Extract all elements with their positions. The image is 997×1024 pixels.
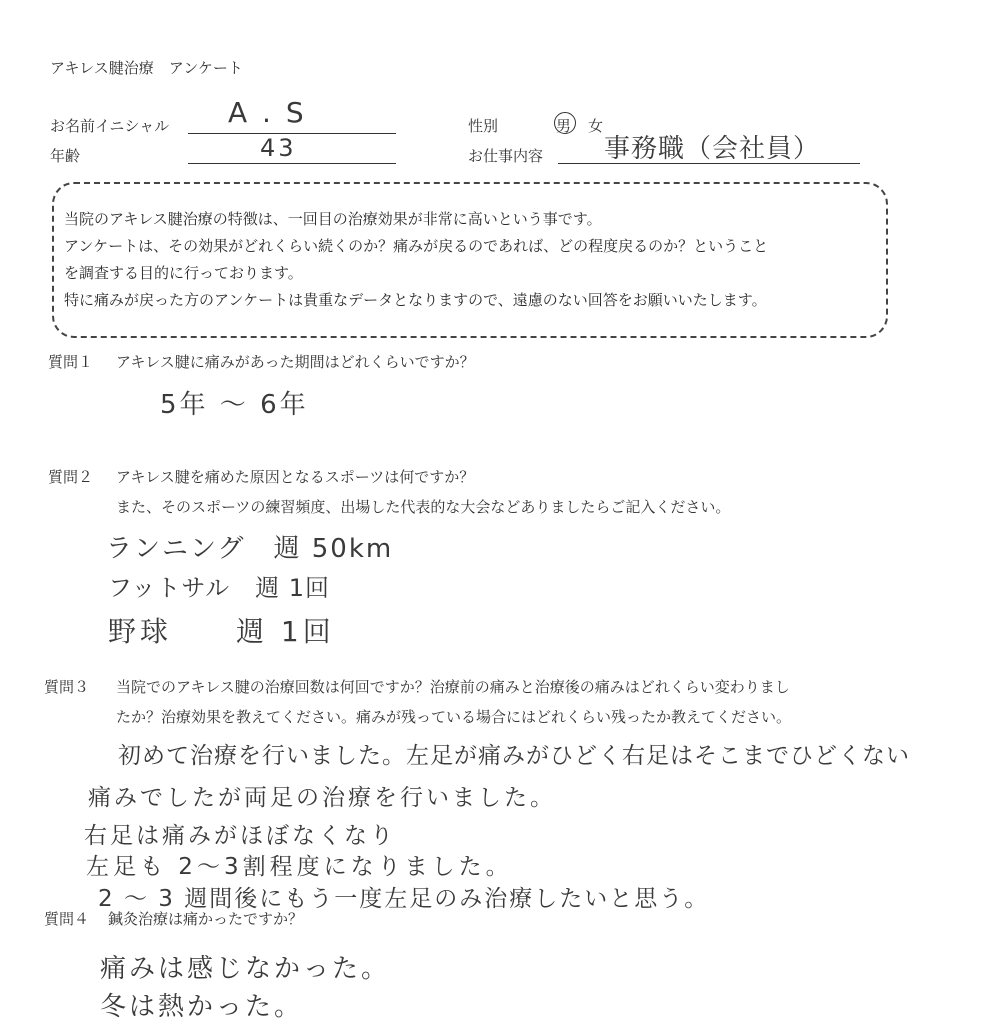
answer-2-line: フットサル 週 1回 (108, 574, 331, 602)
answer-2-line: ランニング 週 50km (106, 534, 394, 564)
initials-label: お名前イニシャル (50, 117, 170, 135)
question-3-text-2: たか？治療効果を教えてください。痛みが残っている場合にはどれくらい残ったか教えてください。 (116, 708, 792, 726)
question-3-text: 当院でのアキレス腱の治療回数は何回ですか？治療前の痛みと治療後の痛みはどれくらい変わりまし (116, 678, 790, 696)
age-underline (188, 163, 396, 164)
answer-4-line: 冬は熱かった。 (100, 992, 304, 1022)
question-2-text-2: また、そのスポーツの練習頻度、出場した代表的な大会などありましたらご記入ください。 (116, 498, 731, 516)
answer-3-line: 2 ～ 3 週間後にもう一度左足のみ治療したいと思う。 (98, 886, 710, 912)
notice-box (52, 182, 888, 338)
gender-female: 女 (588, 117, 604, 135)
question-2-text: アキレス腱を痛めた原因となるスポーツは何ですか？ (116, 468, 475, 486)
form-title: アキレス腱治療 アンケート (50, 59, 243, 77)
job-value: 事務職（会社員） (604, 134, 821, 164)
initials-value: A . S (228, 96, 307, 129)
answer-2-line: 野球 週 1回 (108, 615, 335, 648)
age-label: 年齢 (50, 147, 81, 165)
notice-line: 特に痛みが戻った方のアンケートは貴重なデータとなりますので、遠慮のない回答をお願いいたします。 (64, 291, 767, 309)
notice-line: アンケートは、その効果がどれくらい続くのか？痛みが戻るのであれば、どの程度戻るのか？ということ (64, 237, 769, 255)
question-4-text: 鍼灸治療は痛かったですか？ (108, 910, 304, 928)
gender-male: 男 (556, 117, 572, 135)
question-1-text: アキレス腱に痛みがあった期間はどれくらいですか？ (116, 353, 475, 371)
job-label: お仕事内容 (468, 147, 544, 165)
question-1-number: 質問１ (48, 353, 94, 371)
gender-label: 性別 (468, 117, 499, 135)
notice-line: を調査する目的に行っております。 (64, 264, 303, 282)
question-2-number: 質問２ (48, 468, 94, 486)
gender-male-circle (554, 112, 576, 134)
question-3-number: 質問３ (44, 678, 90, 696)
answer-4-line: 痛みは感じなかった。 (100, 954, 391, 984)
notice-line: 当院のアキレス腱治療の特徴は、一回目の治療効果が非常に高いという事です。 (64, 210, 602, 228)
answer-3-line: 左足も 2～3割程度になりました。 (86, 854, 513, 880)
answer-3-line: 初めて治療を行いました。左足が痛みがひどく右足はそこまでひどくない (118, 743, 910, 769)
answer-3-line: 右足は痛みがほぼなくなり (84, 823, 396, 849)
answer-1-line: 5年 ～ 6年 (160, 390, 309, 420)
question-4-number: 質問４ (44, 910, 90, 928)
answer-3-line: 痛みでしたが両足の治療を行いました。 (88, 785, 556, 811)
age-value: 43 (260, 134, 297, 162)
